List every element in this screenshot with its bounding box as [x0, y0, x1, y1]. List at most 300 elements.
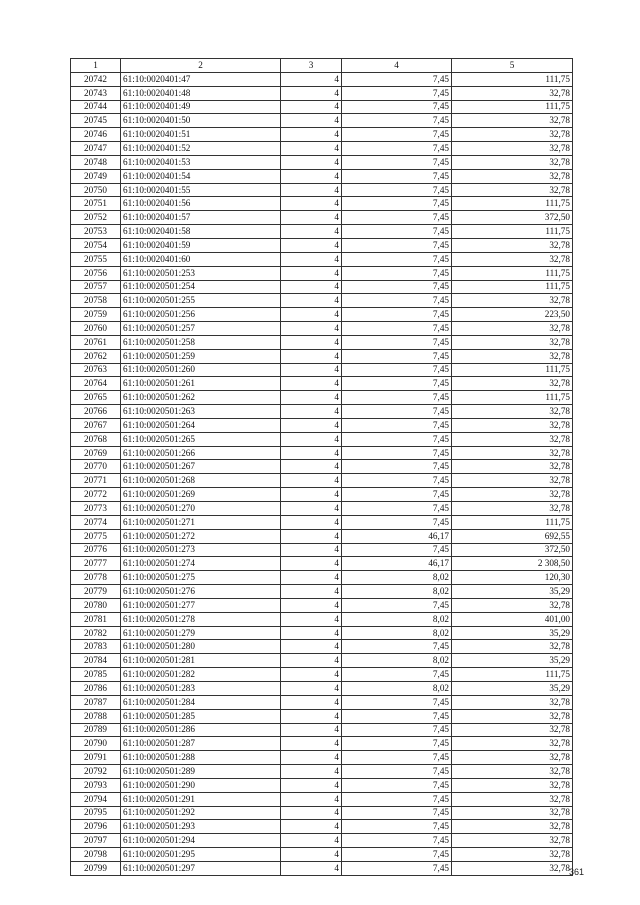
row-number-cell: 20765 [71, 391, 121, 405]
table-row [71, 308, 573, 322]
rate-cell: 7,45 [342, 238, 452, 252]
rate-cell: 7,45 [342, 100, 452, 114]
cadastral-number-cell: 61:10:0020501:294 [121, 834, 281, 848]
row-number-cell: 20759 [71, 308, 121, 322]
amount-cell: 32,78 [452, 432, 573, 446]
rate-cell: 7,45 [342, 225, 452, 239]
row-number-cell: 20756 [71, 266, 121, 280]
cadastral-number-cell: 61:10:0020501:290 [121, 778, 281, 792]
rate-cell: 7,45 [342, 197, 452, 211]
rate-cell: 7,45 [342, 169, 452, 183]
row-number-cell: 20764 [71, 377, 121, 391]
row-number-cell: 20786 [71, 681, 121, 695]
row-number-cell: 20772 [71, 488, 121, 502]
table-row [71, 502, 573, 516]
table-body [71, 72, 573, 875]
table-row [71, 405, 573, 419]
amount-cell: 35,29 [452, 654, 573, 668]
rate-cell: 7,45 [342, 695, 452, 709]
amount-cell: 32,78 [452, 349, 573, 363]
row-number-cell: 20783 [71, 640, 121, 654]
category-cell: 4 [281, 848, 342, 862]
amount-cell: 32,78 [452, 460, 573, 474]
cadastral-number-cell: 61:10:0020501:291 [121, 792, 281, 806]
table-row [71, 557, 573, 571]
cadastral-number-cell: 61:10:0020501:295 [121, 848, 281, 862]
table-row [71, 820, 573, 834]
rate-cell: 7,45 [342, 349, 452, 363]
cadastral-number-cell: 61:10:0020401:51 [121, 128, 281, 142]
rate-cell: 46,17 [342, 529, 452, 543]
table-row [71, 834, 573, 848]
cadastral-number-cell: 61:10:0020501:256 [121, 308, 281, 322]
row-number-cell: 20789 [71, 723, 121, 737]
category-cell: 4 [281, 308, 342, 322]
category-cell: 4 [281, 128, 342, 142]
amount-cell: 35,29 [452, 585, 573, 599]
amount-cell: 32,78 [452, 848, 573, 862]
amount-cell: 32,78 [452, 377, 573, 391]
rate-cell: 7,45 [342, 363, 452, 377]
rate-cell: 7,45 [342, 709, 452, 723]
table-row [71, 446, 573, 460]
rate-cell: 7,45 [342, 294, 452, 308]
cadastral-number-cell: 61:10:0020501:258 [121, 335, 281, 349]
category-cell: 4 [281, 197, 342, 211]
amount-cell: 32,78 [452, 418, 573, 432]
row-number-cell: 20797 [71, 834, 121, 848]
table-row [71, 640, 573, 654]
rate-cell: 7,45 [342, 418, 452, 432]
row-number-cell: 20795 [71, 806, 121, 820]
rate-cell: 7,45 [342, 114, 452, 128]
table-row [71, 142, 573, 156]
amount-cell: 111,75 [452, 668, 573, 682]
row-number-cell: 20758 [71, 294, 121, 308]
rate-cell: 7,45 [342, 834, 452, 848]
row-number-cell: 20780 [71, 598, 121, 612]
table-row [71, 612, 573, 626]
row-number-cell: 20778 [71, 571, 121, 585]
amount-cell: 2 308,50 [452, 557, 573, 571]
category-cell: 4 [281, 363, 342, 377]
table-row [71, 709, 573, 723]
row-number-cell: 20767 [71, 418, 121, 432]
cadastral-number-cell: 61:10:0020501:255 [121, 294, 281, 308]
cadastral-number-cell: 61:10:0020501:275 [121, 571, 281, 585]
row-number-cell: 20792 [71, 765, 121, 779]
rate-cell: 7,45 [342, 86, 452, 100]
rate-cell: 7,45 [342, 377, 452, 391]
amount-cell: 32,78 [452, 114, 573, 128]
cadastral-number-cell: 61:10:0020501:254 [121, 280, 281, 294]
rate-cell: 7,45 [342, 640, 452, 654]
rate-cell: 7,45 [342, 848, 452, 862]
table-row [71, 280, 573, 294]
category-cell: 4 [281, 432, 342, 446]
row-number-cell: 20743 [71, 86, 121, 100]
row-number-cell: 20796 [71, 820, 121, 834]
cadastral-number-cell: 61:10:0020401:60 [121, 252, 281, 266]
amount-cell: 111,75 [452, 391, 573, 405]
category-cell: 4 [281, 377, 342, 391]
amount-cell: 32,78 [452, 474, 573, 488]
amount-cell: 32,78 [452, 640, 573, 654]
amount-cell: 32,78 [452, 765, 573, 779]
rate-cell: 8,02 [342, 612, 452, 626]
amount-cell: 111,75 [452, 72, 573, 86]
cadastral-number-cell: 61:10:0020501:265 [121, 432, 281, 446]
cadastral-number-cell: 61:10:0020501:269 [121, 488, 281, 502]
cadastral-number-cell: 61:10:0020501:259 [121, 349, 281, 363]
rate-cell: 7,45 [342, 211, 452, 225]
cadastral-number-cell: 61:10:0020501:286 [121, 723, 281, 737]
table-row [71, 668, 573, 682]
table-row [71, 460, 573, 474]
category-cell: 4 [281, 529, 342, 543]
cadastral-number-cell: 61:10:0020401:54 [121, 169, 281, 183]
rate-cell: 7,45 [342, 155, 452, 169]
table-row [71, 723, 573, 737]
table-row [71, 377, 573, 391]
rate-cell: 7,45 [342, 861, 452, 875]
rate-cell: 46,17 [342, 557, 452, 571]
row-number-cell: 20744 [71, 100, 121, 114]
cadastral-number-cell: 61:10:0020501:283 [121, 681, 281, 695]
amount-cell: 111,75 [452, 280, 573, 294]
amount-cell: 401,00 [452, 612, 573, 626]
row-number-cell: 20766 [71, 405, 121, 419]
table-row [71, 543, 573, 557]
table-row [71, 474, 573, 488]
amount-cell: 32,78 [452, 238, 573, 252]
amount-cell: 32,78 [452, 142, 573, 156]
row-number-cell: 20770 [71, 460, 121, 474]
cadastral-number-cell: 61:10:0020501:274 [121, 557, 281, 571]
rate-cell: 7,45 [342, 280, 452, 294]
cadastral-number-cell: 61:10:0020401:48 [121, 86, 281, 100]
row-number-cell: 20790 [71, 737, 121, 751]
row-number-cell: 20760 [71, 322, 121, 336]
category-cell: 4 [281, 585, 342, 599]
cadastral-number-cell: 61:10:0020501:288 [121, 751, 281, 765]
category-cell: 4 [281, 322, 342, 336]
category-cell: 4 [281, 723, 342, 737]
amount-cell: 111,75 [452, 515, 573, 529]
category-cell: 4 [281, 460, 342, 474]
row-number-cell: 20776 [71, 543, 121, 557]
table-row [71, 585, 573, 599]
rate-cell: 7,45 [342, 322, 452, 336]
row-number-cell: 20751 [71, 197, 121, 211]
rate-cell: 7,45 [342, 405, 452, 419]
amount-cell: 32,78 [452, 405, 573, 419]
category-cell: 4 [281, 695, 342, 709]
amount-cell: 32,78 [452, 751, 573, 765]
category-cell: 4 [281, 446, 342, 460]
cadastral-number-cell: 61:10:0020501:257 [121, 322, 281, 336]
row-number-cell: 20794 [71, 792, 121, 806]
cadastral-number-cell: 61:10:0020501:263 [121, 405, 281, 419]
table-row [71, 335, 573, 349]
category-cell: 4 [281, 737, 342, 751]
row-number-cell: 20762 [71, 349, 121, 363]
row-number-cell: 20771 [71, 474, 121, 488]
table-row [71, 238, 573, 252]
category-cell: 4 [281, 349, 342, 363]
table-row [71, 765, 573, 779]
table-header [71, 59, 573, 73]
amount-cell: 111,75 [452, 225, 573, 239]
row-number-cell: 20777 [71, 557, 121, 571]
row-number-cell: 20787 [71, 695, 121, 709]
amount-cell: 111,75 [452, 197, 573, 211]
rate-cell: 7,45 [342, 252, 452, 266]
row-number-cell: 20798 [71, 848, 121, 862]
category-cell: 4 [281, 405, 342, 419]
page-number: 361 [568, 867, 584, 877]
amount-cell: 111,75 [452, 100, 573, 114]
category-cell: 4 [281, 280, 342, 294]
table-row [71, 183, 573, 197]
rate-cell: 7,45 [342, 820, 452, 834]
category-cell: 4 [281, 861, 342, 875]
header-row [71, 59, 573, 73]
row-number-cell: 20791 [71, 751, 121, 765]
cadastral-number-cell: 61:10:0020501:278 [121, 612, 281, 626]
row-number-cell: 20799 [71, 861, 121, 875]
category-cell: 4 [281, 834, 342, 848]
category-cell: 4 [281, 571, 342, 585]
category-cell: 4 [281, 598, 342, 612]
row-number-cell: 20755 [71, 252, 121, 266]
category-cell: 4 [281, 211, 342, 225]
table-row [71, 515, 573, 529]
category-cell: 4 [281, 792, 342, 806]
cadastral-number-cell: 61:10:0020501:264 [121, 418, 281, 432]
cadastral-number-cell: 61:10:0020401:50 [121, 114, 281, 128]
table-row [71, 626, 573, 640]
row-number-cell: 20774 [71, 515, 121, 529]
table-row [71, 86, 573, 100]
rate-cell: 7,45 [342, 391, 452, 405]
row-number-cell: 20748 [71, 155, 121, 169]
rate-cell: 7,45 [342, 806, 452, 820]
table-row [71, 598, 573, 612]
rate-cell: 7,45 [342, 266, 452, 280]
rate-cell: 7,45 [342, 432, 452, 446]
table-row [71, 488, 573, 502]
cadastral-number-cell: 61:10:0020401:49 [121, 100, 281, 114]
rate-cell: 7,45 [342, 515, 452, 529]
cadastral-number-cell: 61:10:0020501:293 [121, 820, 281, 834]
rate-cell: 7,45 [342, 446, 452, 460]
row-number-cell: 20754 [71, 238, 121, 252]
amount-cell: 32,78 [452, 446, 573, 460]
table-row [71, 114, 573, 128]
cadastral-number-cell: 61:10:0020501:262 [121, 391, 281, 405]
rate-cell: 7,45 [342, 543, 452, 557]
amount-cell: 32,78 [452, 322, 573, 336]
row-number-cell: 20763 [71, 363, 121, 377]
row-number-cell: 20747 [71, 142, 121, 156]
cadastral-number-cell: 61:10:0020501:272 [121, 529, 281, 543]
category-cell: 4 [281, 72, 342, 86]
category-cell: 4 [281, 765, 342, 779]
cadastral-number-cell: 61:10:0020501:273 [121, 543, 281, 557]
table-row [71, 322, 573, 336]
amount-cell: 32,78 [452, 294, 573, 308]
rate-cell: 8,02 [342, 626, 452, 640]
row-number-cell: 20750 [71, 183, 121, 197]
category-cell: 4 [281, 225, 342, 239]
category-cell: 4 [281, 335, 342, 349]
amount-cell: 32,78 [452, 695, 573, 709]
table-row [71, 737, 573, 751]
row-number-cell: 20781 [71, 612, 121, 626]
row-number-cell: 20745 [71, 114, 121, 128]
row-number-cell: 20746 [71, 128, 121, 142]
category-cell: 4 [281, 391, 342, 405]
amount-cell: 111,75 [452, 363, 573, 377]
category-cell: 4 [281, 668, 342, 682]
rate-cell: 7,45 [342, 792, 452, 806]
category-cell: 4 [281, 488, 342, 502]
category-cell: 4 [281, 543, 342, 557]
category-cell: 4 [281, 515, 342, 529]
table-row [71, 128, 573, 142]
category-cell: 4 [281, 681, 342, 695]
category-cell: 4 [281, 612, 342, 626]
cadastral-number-cell: 61:10:0020501:271 [121, 515, 281, 529]
amount-cell: 32,78 [452, 169, 573, 183]
table-row [71, 792, 573, 806]
category-cell: 4 [281, 820, 342, 834]
category-cell: 4 [281, 86, 342, 100]
row-number-cell: 20773 [71, 502, 121, 516]
table-row [71, 806, 573, 820]
rate-cell: 7,45 [342, 723, 452, 737]
table-row [71, 100, 573, 114]
amount-cell: 32,78 [452, 335, 573, 349]
category-cell: 4 [281, 640, 342, 654]
table-row [71, 211, 573, 225]
amount-cell: 32,78 [452, 737, 573, 751]
cadastral-number-cell: 61:10:0020501:266 [121, 446, 281, 460]
amount-cell: 35,29 [452, 626, 573, 640]
rate-cell: 7,45 [342, 128, 452, 142]
cadastral-number-cell: 61:10:0020401:58 [121, 225, 281, 239]
table-row [71, 155, 573, 169]
cadastral-number-cell: 61:10:0020501:268 [121, 474, 281, 488]
amount-cell: 372,50 [452, 211, 573, 225]
category-cell: 4 [281, 252, 342, 266]
table-row [71, 861, 573, 875]
cadastral-number-cell: 61:10:0020401:56 [121, 197, 281, 211]
rate-cell: 7,45 [342, 474, 452, 488]
row-number-cell: 20779 [71, 585, 121, 599]
table-row [71, 225, 573, 239]
table-row [71, 363, 573, 377]
cadastral-number-cell: 61:10:0020501:287 [121, 737, 281, 751]
amount-cell: 32,78 [452, 834, 573, 848]
amount-cell: 120,30 [452, 571, 573, 585]
cadastral-number-cell: 61:10:0020501:281 [121, 654, 281, 668]
row-number-cell: 20784 [71, 654, 121, 668]
category-cell: 4 [281, 155, 342, 169]
cadastral-number-cell: 61:10:0020501:276 [121, 585, 281, 599]
category-cell: 4 [281, 806, 342, 820]
rate-cell: 7,45 [342, 460, 452, 474]
category-cell: 4 [281, 709, 342, 723]
rate-cell: 7,45 [342, 737, 452, 751]
cadastral-number-cell: 61:10:0020501:270 [121, 502, 281, 516]
data-table [70, 58, 573, 876]
category-cell: 4 [281, 751, 342, 765]
header-cell-1: 1 [71, 59, 121, 73]
rate-cell: 7,45 [342, 142, 452, 156]
cadastral-number-cell: 61:10:0020401:53 [121, 155, 281, 169]
rate-cell: 7,45 [342, 488, 452, 502]
cadastral-number-cell: 61:10:0020501:267 [121, 460, 281, 474]
category-cell: 4 [281, 626, 342, 640]
cadastral-number-cell: 61:10:0020501:277 [121, 598, 281, 612]
header-cell-5: 5 [452, 59, 573, 73]
table-row [71, 751, 573, 765]
rate-cell: 7,45 [342, 335, 452, 349]
category-cell: 4 [281, 654, 342, 668]
row-number-cell: 20788 [71, 709, 121, 723]
header-cell-4: 4 [342, 59, 452, 73]
rate-cell: 7,45 [342, 765, 452, 779]
category-cell: 4 [281, 266, 342, 280]
category-cell: 4 [281, 183, 342, 197]
amount-cell: 32,78 [452, 183, 573, 197]
row-number-cell: 20742 [71, 72, 121, 86]
rate-cell: 7,45 [342, 668, 452, 682]
category-cell: 4 [281, 238, 342, 252]
amount-cell: 35,29 [452, 681, 573, 695]
rate-cell: 8,02 [342, 681, 452, 695]
row-number-cell: 20749 [71, 169, 121, 183]
cadastral-number-cell: 61:10:0020501:261 [121, 377, 281, 391]
category-cell: 4 [281, 502, 342, 516]
table-row [71, 418, 573, 432]
category-cell: 4 [281, 778, 342, 792]
table-row [71, 695, 573, 709]
table-row [71, 294, 573, 308]
amount-cell: 32,78 [452, 502, 573, 516]
header-cell-2: 2 [121, 59, 281, 73]
cadastral-number-cell: 61:10:0020401:57 [121, 211, 281, 225]
cadastral-number-cell: 61:10:0020501:280 [121, 640, 281, 654]
amount-cell: 32,78 [452, 128, 573, 142]
category-cell: 4 [281, 418, 342, 432]
table-row [71, 169, 573, 183]
row-number-cell: 20757 [71, 280, 121, 294]
amount-cell: 32,78 [452, 598, 573, 612]
category-cell: 4 [281, 142, 342, 156]
amount-cell: 111,75 [452, 266, 573, 280]
cadastral-number-cell: 61:10:0020501:253 [121, 266, 281, 280]
category-cell: 4 [281, 474, 342, 488]
cadastral-number-cell: 61:10:0020501:289 [121, 765, 281, 779]
amount-cell: 32,78 [452, 723, 573, 737]
category-cell: 4 [281, 557, 342, 571]
amount-cell: 32,78 [452, 86, 573, 100]
amount-cell: 692,55 [452, 529, 573, 543]
table-row [71, 848, 573, 862]
